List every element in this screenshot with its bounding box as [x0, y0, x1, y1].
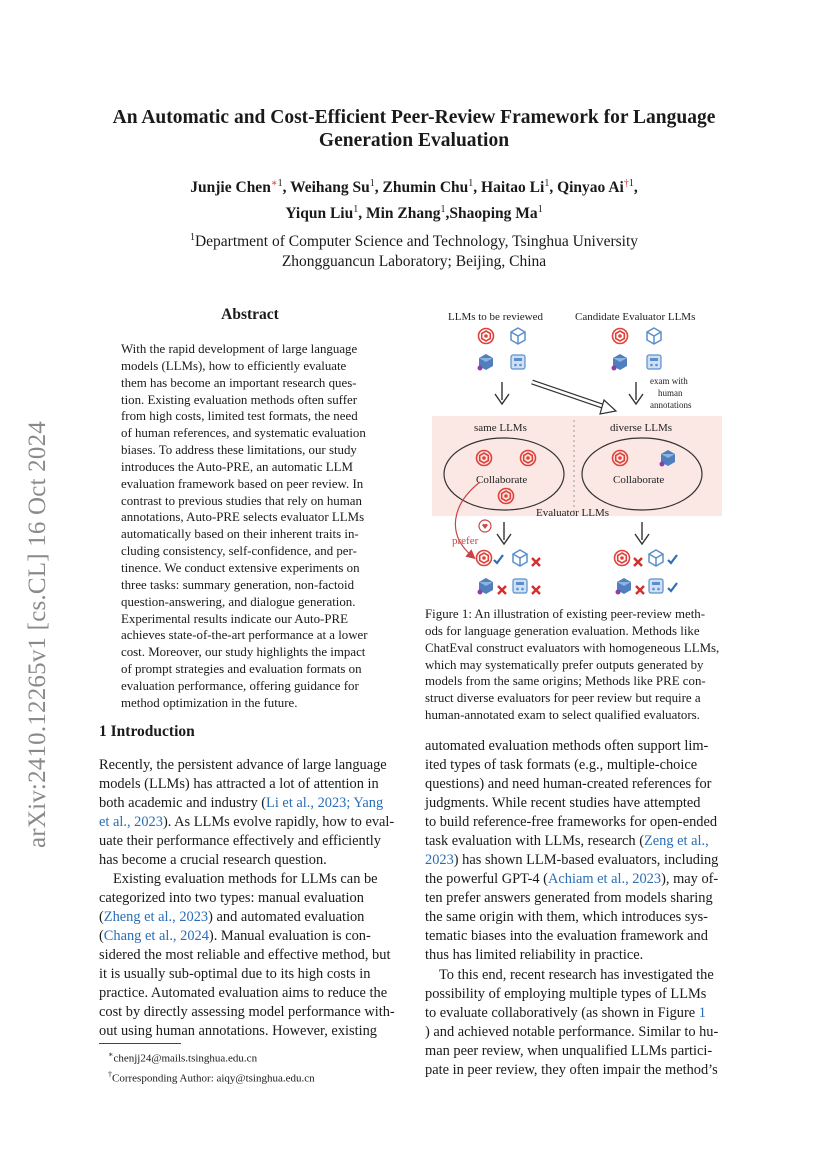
text-line: uate their performance effectively and efficiently — [99, 833, 381, 849]
text-line: of prompt strategies and evaluation formats on — [121, 662, 362, 677]
text-line: (Chang et al., 2024). Manual evaluation is con- — [99, 928, 371, 944]
text-line — [425, 1004, 730, 1023]
title-line-2: Generation Evaluation — [318, 130, 510, 151]
text-line: thus has limited reliability in practice. — [425, 947, 644, 963]
text-line: ten prefer answers generated from models sharing — [425, 890, 713, 906]
text-span: task evaluation with LLMs, research ( — [425, 833, 644, 849]
text-line: which may systematically prefer outputs generated by — [425, 657, 704, 672]
author-name: Yiqun Liu — [285, 205, 354, 223]
author-affil-mark: 1 — [440, 204, 446, 216]
text-line: struct diverse evaluators for peer review but require a — [425, 691, 701, 706]
right-paragraph-2 — [425, 966, 730, 1080]
text-line: has become a crucial research question. — [99, 852, 327, 868]
text-line: them has become an important research ques- — [121, 375, 357, 390]
openai-logo-icon — [477, 551, 492, 566]
text-line: categorized into two types: manual evaluation — [99, 890, 364, 906]
robot-model-icon — [511, 355, 525, 369]
text-line: ods for language generation evaluation. Methods like — [425, 623, 700, 638]
text-line — [425, 851, 730, 870]
text-line: evaluation performance, offering guidance for — [121, 678, 359, 693]
text-line: it is usually sub-optimal due to its high costs in — [99, 966, 371, 982]
citation-link[interactable]: Chang et al., 2024 — [103, 928, 209, 944]
citation-link[interactable]: Achiam et al., 2023 — [547, 871, 662, 887]
label-same-llms: same LLMs — [474, 422, 527, 434]
robot-model-icon — [647, 355, 661, 369]
citation-link[interactable]: 2023 — [425, 852, 454, 868]
text-line: tematic biases into the evaluation framework and — [425, 928, 708, 944]
label-exam: exam with — [650, 376, 688, 386]
cube-model-icon — [616, 578, 632, 595]
text-line: automated evaluation methods often support lim- — [425, 738, 709, 754]
text-line: cost by directly assessing model performance with- — [99, 1004, 395, 1020]
text-span: ) has shown LLM-based evaluators, including — [453, 852, 719, 868]
footnote-text: chenjj24@mails.tsinghua.edu.cn — [113, 1052, 258, 1065]
down-arrow-icon — [629, 382, 643, 404]
author-list — [120, 173, 708, 225]
text-line: biases. To address these limitations, our study — [121, 443, 357, 458]
affiliation-mark: 1 — [189, 232, 195, 243]
cross-icon — [498, 586, 506, 594]
cross-icon — [532, 586, 540, 594]
label-llms-to-be-reviewed: LLMs to be reviewed — [448, 311, 543, 323]
label-exam-annotations: annotations — [650, 400, 692, 410]
cross-icon — [532, 558, 540, 566]
text-line: to build reference-free frameworks for open-ended — [425, 814, 718, 830]
cube-model-icon — [647, 328, 661, 344]
label-diverse-llms: diverse LLMs — [610, 422, 673, 434]
text-span: the powerful GPT-4 ( — [425, 871, 548, 887]
text-line: automatically based on their inherent traits in- — [121, 527, 359, 542]
text-line: cost. Moreover, our study highlights the impact — [121, 645, 366, 660]
author-affil-mark: 1 — [369, 178, 375, 189]
text-line: the same origin with them, which introduces sys- — [425, 909, 708, 925]
text-line: questions) and need human-created references for — [425, 776, 712, 792]
openai-logo-icon — [479, 329, 494, 344]
intro-paragraph-2 — [99, 870, 404, 1041]
check-icon — [668, 555, 677, 563]
text-line: models (LLMs) has attracted a lot of attention in — [99, 776, 379, 792]
cube-model-icon — [511, 328, 525, 344]
down-arrow-icon — [635, 522, 649, 544]
text-line: question-answering, and dialogue generation. — [121, 594, 356, 609]
figure-1-caption — [425, 606, 730, 724]
author-affil-mark: 1 — [353, 204, 359, 216]
text-line: tion. Existing evaluation methods often suffer — [121, 392, 358, 407]
text-line: annotations, Auto-PRE selects evaluator LLMs — [121, 510, 365, 525]
citation-link[interactable]: Zheng et al., 2023 — [103, 909, 209, 925]
check-icon — [494, 555, 503, 563]
text-line: Experimental results indicate our Auto-PRE — [121, 611, 348, 626]
text-line: from high costs, limited test formats, the need — [121, 409, 358, 424]
text-span: ). As LLMs evolve rapidly, how to eval- — [162, 814, 395, 830]
label-collaborate-right: Collaborate — [613, 474, 665, 486]
author-mark: † — [623, 178, 629, 189]
openai-logo-icon — [615, 551, 630, 566]
author-name: Junjie Chen — [190, 179, 271, 197]
text-line: judgments. While recent studies have attempted — [425, 795, 701, 811]
affiliation — [120, 228, 708, 272]
text-line: Figure 1: An illustration of existing peer-review meth- — [425, 607, 706, 621]
label-evaluator-llms: Evaluator LLMs — [536, 507, 610, 519]
check-icon — [668, 583, 677, 591]
figure-ref-link[interactable]: 1 — [698, 1005, 706, 1021]
citation-link[interactable]: et al., 2023 — [99, 814, 163, 830]
down-arrow-icon — [497, 522, 511, 544]
author-name: Qinyao Ai — [557, 179, 624, 197]
citation-link[interactable]: Zeng et al., — [644, 833, 709, 849]
text-span: both academic and industry ( — [99, 795, 267, 811]
author-line-1: Junjie Chen$^{∗1}$, Weihang Su$^1$, Zhumin Chu$^1$, Haitao Li$^1$, Qinyao Ai$^{\dagger 1}$, — [190, 178, 638, 197]
label-prefer: prefer — [452, 535, 479, 547]
author-affil-mark: 1 — [544, 178, 550, 189]
section-heading-introduction: 1 Introduction — [99, 723, 195, 740]
author-mark: ∗ — [270, 178, 278, 189]
footnote-text: Corresponding Author: aiqy@tsinghua.edu.cn — [112, 1072, 315, 1085]
text-line: method optimization in the future. — [121, 695, 298, 710]
text-line: of human references, and systematic evaluation — [121, 426, 366, 441]
text-span: ). Manual evaluation is con- — [208, 928, 371, 944]
author-name: Haitao Li — [481, 179, 545, 197]
text-line: practice. Automated evaluation aims to reduce the — [99, 985, 388, 1001]
text-line: ChatEval construct evaluators with homogeneous LLMs, — [425, 640, 720, 655]
citation-link[interactable]: Li et al., 2023; Yang — [266, 795, 384, 811]
right-paragraph-1 — [425, 737, 730, 965]
author-affil-mark: 1 — [468, 178, 474, 189]
affiliation-line-1 — [120, 228, 708, 252]
text-line: models from the same origins; Methods like PRE con- — [425, 674, 706, 689]
text-line: man peer review, when unqualified LLMs partici- — [425, 1043, 713, 1059]
abstract-body — [121, 341, 379, 712]
text-line: models (LLMs), how to efficiently evaluate — [121, 358, 347, 373]
robot-model-icon — [649, 579, 663, 593]
robot-model-icon — [513, 579, 527, 593]
text-line: cluding consistency, self-confidence, and per- — [121, 544, 357, 559]
text-line: three tasks: summary generation, non-factoid — [121, 577, 355, 592]
author-name: Shaoping Ma — [449, 205, 538, 223]
text-line: pate in peer review, they often impair the method’s — [425, 1062, 718, 1078]
cross-icon — [634, 558, 642, 566]
text-line: To this end, recent research has investigated the — [439, 967, 714, 983]
text-line — [425, 870, 730, 889]
cube-model-icon — [478, 578, 494, 595]
text-line — [99, 813, 404, 832]
text-line: possibility of employing multiple types of LLMs — [425, 986, 707, 1002]
text-line: achieves state-of-the-art performance at a lower — [121, 628, 368, 643]
cube-model-icon — [612, 354, 628, 371]
arxiv-sidebar-stamp: arXiv:2410.12265v1 [cs.CL] 16 Oct 2024 — [24, 421, 51, 848]
author-affil-mark: 1 — [277, 178, 283, 189]
intro-paragraph-1 — [99, 756, 404, 870]
text-line: Recently, the persistent advance of large language — [99, 757, 387, 773]
label-collaborate-left: Collaborate — [476, 474, 528, 486]
text-line: (Zheng et al., 2023) and automated evaluation — [99, 909, 365, 925]
text-line: ) and achieved notable performance. Similar to hu- — [425, 1024, 719, 1040]
cube-model-icon — [649, 550, 663, 566]
text-span: and automated evaluation — [216, 909, 365, 925]
text-line: human-annotated exam to select qualified evaluators. — [425, 708, 700, 723]
footnote-mark: ∗ — [108, 1050, 114, 1059]
footnotes — [108, 1047, 408, 1087]
affiliation-text: Department of Computer Science and Technology, Tsinghua University — [194, 233, 639, 251]
text-line — [425, 832, 730, 851]
text-line: sidered the most reliable and effective method, but — [99, 947, 391, 963]
figure-1-diagram — [432, 304, 724, 600]
footnote-mark: † — [108, 1070, 112, 1080]
author-name: Weihang Su — [290, 179, 370, 197]
text-line: evaluation framework based on peer review. In — [121, 476, 364, 491]
text-line: contrast to previous studies that rely on human — [121, 493, 362, 508]
author-affil-mark: 1 — [537, 204, 543, 216]
down-arrow-icon — [495, 382, 509, 404]
text-line: Existing evaluation methods for LLMs can be — [113, 871, 378, 887]
text-line — [99, 794, 404, 813]
text-line: introduces the Auto-PRE, an automatic LLM — [121, 459, 353, 474]
author-line-2: Yiqun Liu$^1$, Min Zhang$^1$,Shaoping Ma$^1$ — [285, 204, 543, 223]
abstract-heading: Abstract — [221, 306, 279, 323]
author-affil-mark: 1 — [628, 178, 634, 189]
cube-model-icon — [513, 550, 527, 566]
footnote-divider — [99, 1043, 181, 1044]
text-span: to evaluate collaboratively (as shown in Figure — [425, 1005, 699, 1021]
author-name: Min Zhang — [366, 205, 441, 223]
author-name: Zhumin Chu — [382, 179, 469, 197]
paper-title — [90, 106, 738, 152]
text-line: With the rapid development of large language — [121, 342, 358, 356]
footnote-1 — [108, 1047, 408, 1067]
cube-model-icon — [478, 354, 494, 371]
text-line: out using human annotations. However, existing — [99, 1023, 378, 1039]
footnote-2 — [108, 1067, 408, 1087]
openai-logo-icon — [613, 329, 628, 344]
cross-icon — [636, 586, 644, 594]
text-line: ited types of task formats (e.g., multiple-choice — [425, 757, 698, 773]
text-line: tinence. We conduct extensive experiments on — [121, 560, 360, 575]
label-exam-human: human — [658, 388, 683, 398]
title-line-1: An Automatic and Cost-Efficient Peer-Review Framework for Language — [112, 107, 716, 128]
label-candidate-evaluators: Candidate Evaluator LLMs — [575, 311, 696, 323]
affiliation-line-2: Zhongguancun Laboratory; Beijing, China — [281, 253, 547, 271]
text-span: ), may of- — [661, 871, 719, 887]
